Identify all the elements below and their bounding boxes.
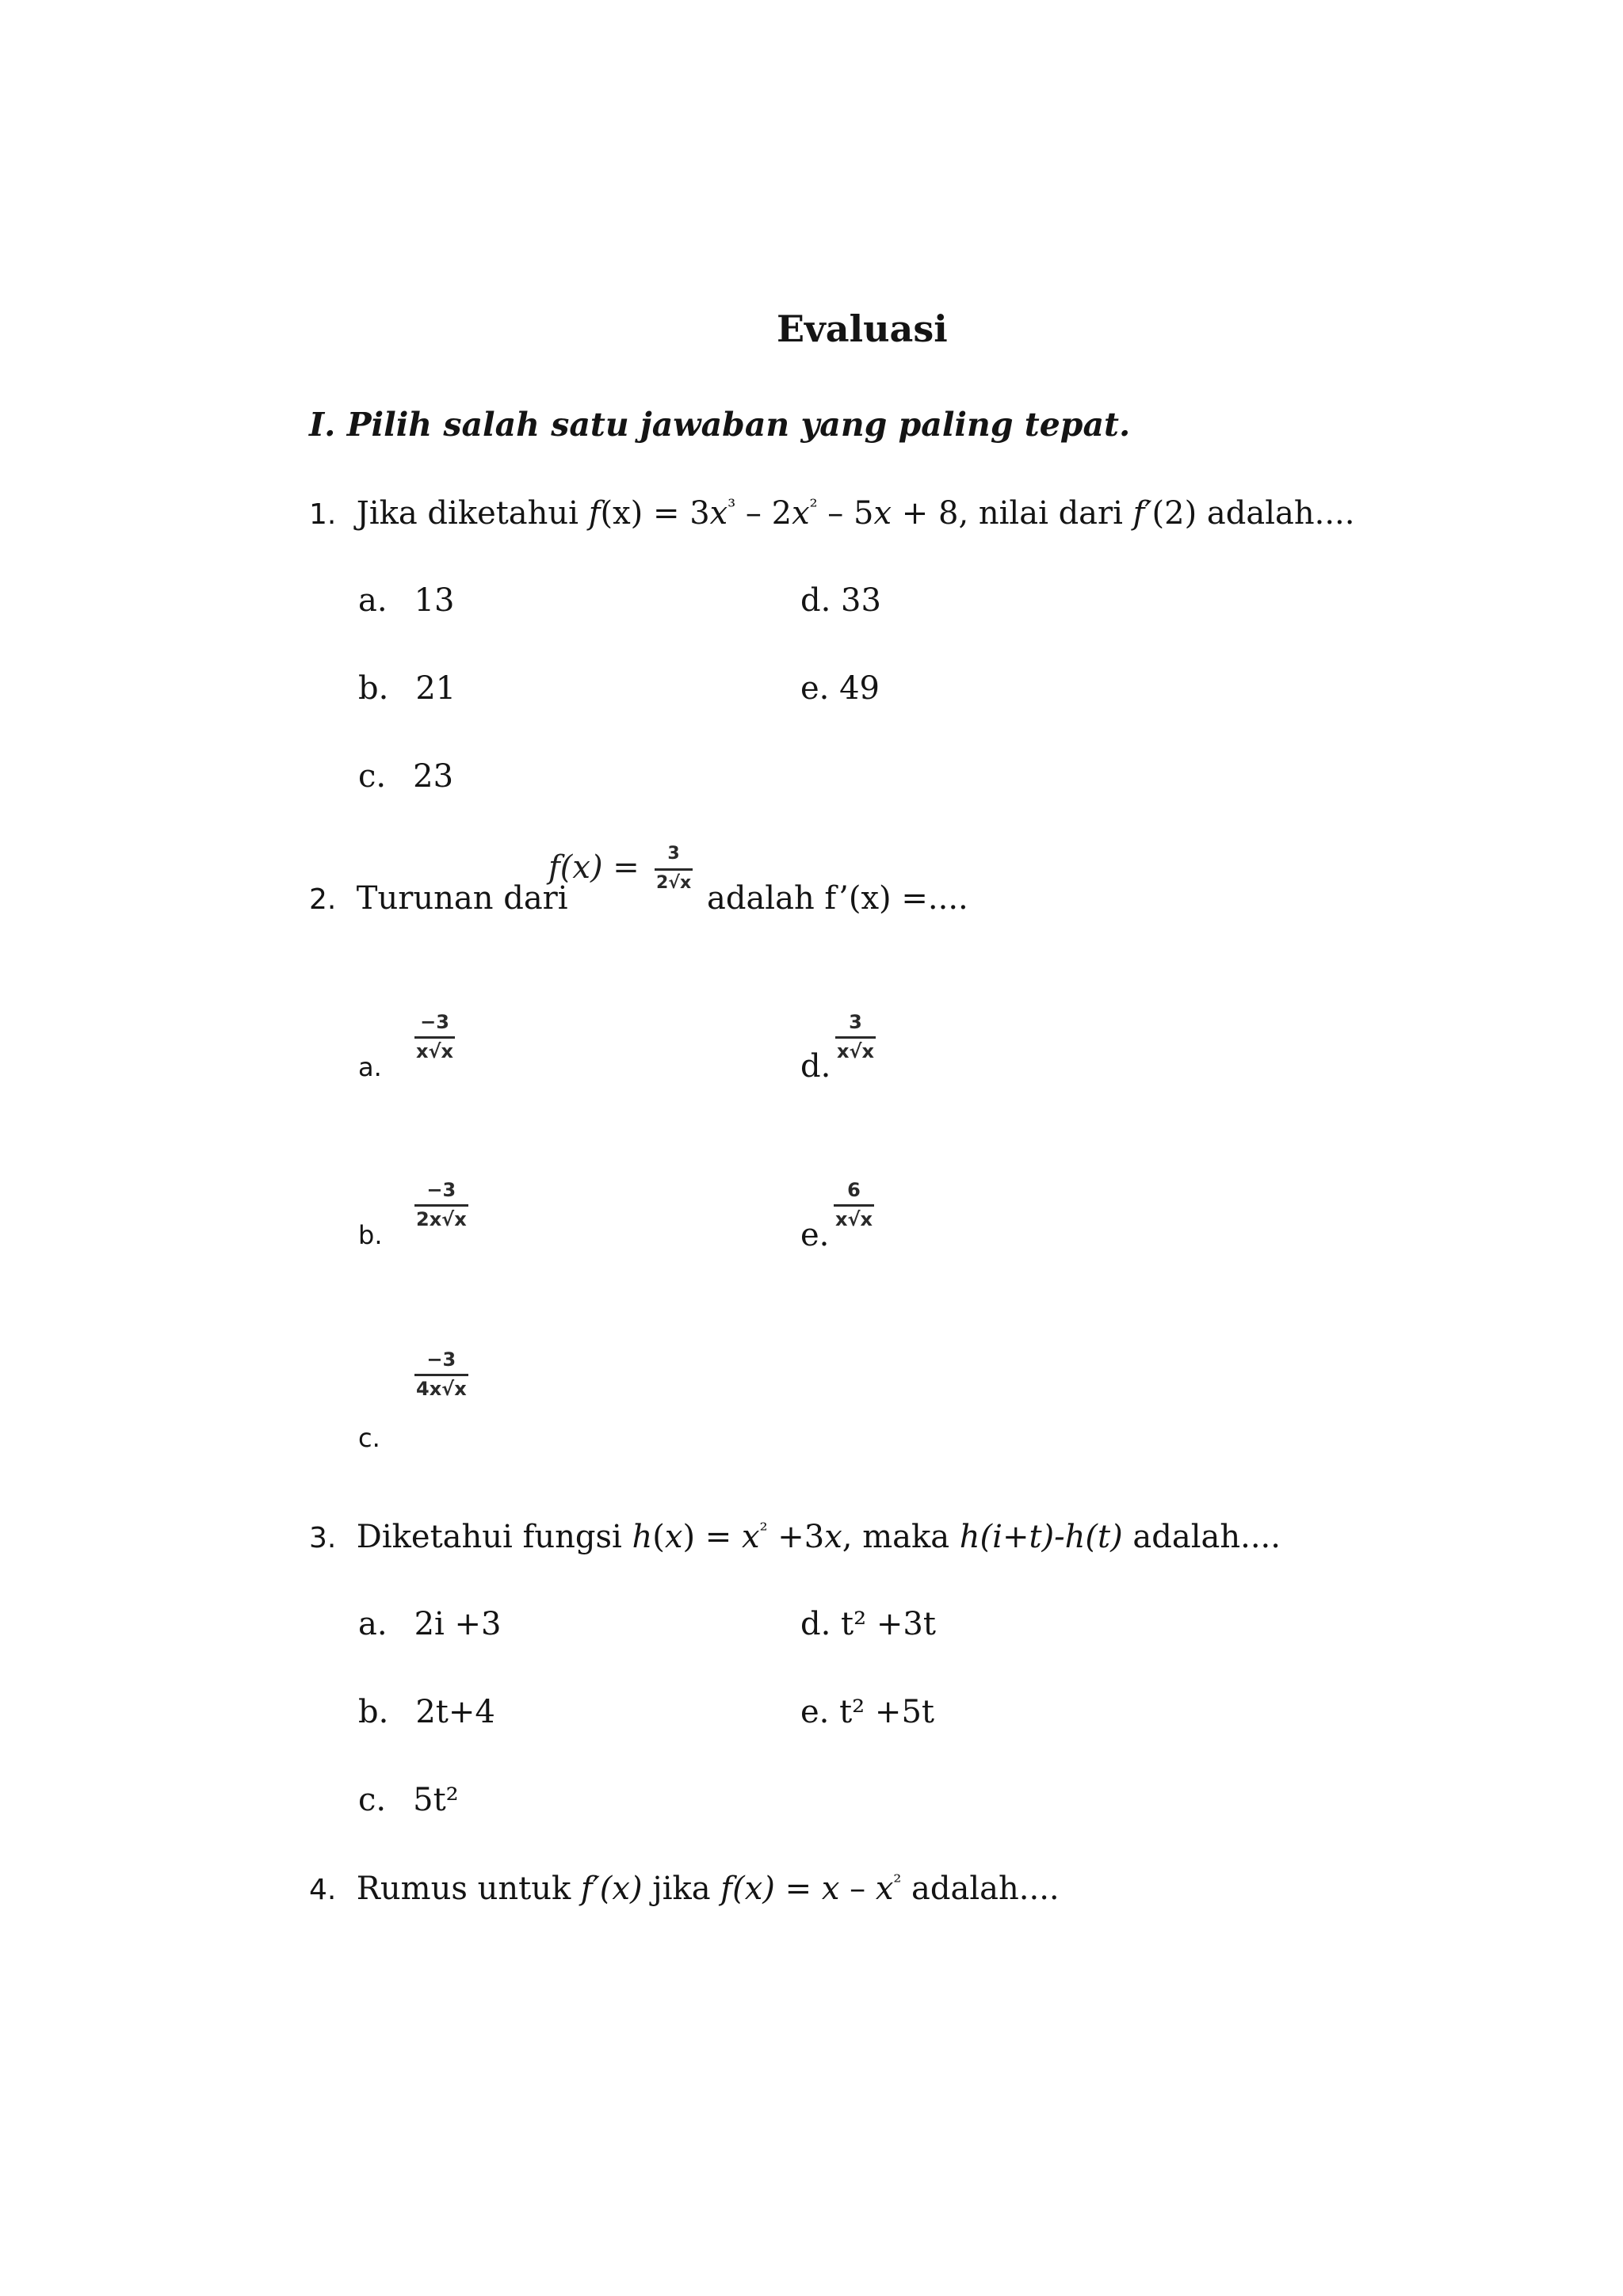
q2-option-e-letter: e. [800, 1217, 830, 1253]
q1-option-a [358, 582, 454, 620]
q2-formula-lhs: f(x) = [548, 849, 640, 886]
q2-option-b-fraction: −3 2x√x [416, 1179, 467, 1230]
q2-text-after: adalah f’(x) =.... [707, 880, 968, 917]
question-1: 1. Jika diketahui $f(x) = 3x^{^3} - 2x^{^2} - 5x + 8$, nilai dari f′(2) adalah.... [309, 494, 1355, 532]
page-title: Evaluasi [777, 307, 948, 350]
q1-option-d [800, 582, 881, 620]
question-2: 2. Turunan dari [309, 880, 568, 917]
option-letter: b. [358, 670, 389, 707]
q3-option-e [800, 1693, 934, 1731]
q1-option-c [358, 757, 453, 795]
question-number: 1. [309, 498, 337, 531]
option-value: 21 [415, 670, 456, 707]
option-letter: a. [358, 1606, 388, 1642]
q2-option-d-fraction: 3 x√x [837, 1011, 874, 1062]
option-value: t² +3t [841, 1606, 936, 1642]
q2-option-a-fraction: −3 x√x [416, 1011, 453, 1062]
q1-option-b [358, 669, 456, 707]
q2-option-d-letter: d. [800, 1048, 831, 1085]
q3-option-d [800, 1605, 936, 1643]
q3-option-b [358, 1693, 495, 1731]
option-value: 49 [839, 670, 880, 707]
option-letter: d. [800, 582, 831, 619]
q2-option-c-fraction: −3 4x√x [416, 1348, 467, 1400]
option-value: 13 [414, 582, 455, 619]
question-number: 2. [309, 883, 337, 916]
option-value: t² +5t [839, 1694, 934, 1730]
option-value: 2t+4 [415, 1694, 495, 1730]
q3-option-a [358, 1605, 501, 1643]
option-value: 5t² [413, 1782, 459, 1818]
option-letter: c. [358, 1782, 387, 1818]
option-letter: a. [358, 582, 388, 619]
option-value: 2i +3 [414, 1606, 502, 1642]
question-4: 4. Rumus untuk f′(x) jika $f(x) = x - x^{^2}$ adalah.... [309, 1870, 1060, 1907]
option-letter: b. [358, 1694, 389, 1730]
question-number: 4. [309, 1874, 337, 1906]
q2-formula-fraction: 3 2√x [656, 844, 692, 893]
q1-option-e [800, 669, 880, 707]
q2-option-b-letter: b. [358, 1220, 383, 1250]
option-letter: d. [800, 1606, 831, 1642]
q2-option-e-fraction: 6 x√x [835, 1179, 873, 1230]
question-number: 3. [309, 1522, 337, 1554]
q2-option-a-letter: a. [358, 1052, 382, 1082]
option-letter: e. [800, 670, 830, 707]
option-letter: c. [358, 758, 387, 795]
q3-option-c [358, 1781, 459, 1819]
option-value: 33 [841, 582, 881, 619]
section-instruction: I. Pilih salah satu jawaban yang paling tepat. [309, 406, 1131, 444]
option-value: 23 [413, 758, 454, 795]
option-letter: e. [800, 1694, 830, 1730]
question-3: 3. Diketahui fungsi $h(x) = x^{^2} +3x$, maka h(i+t)-h(t) adalah.... [309, 1518, 1281, 1555]
q2-option-c-letter: c. [358, 1423, 380, 1453]
